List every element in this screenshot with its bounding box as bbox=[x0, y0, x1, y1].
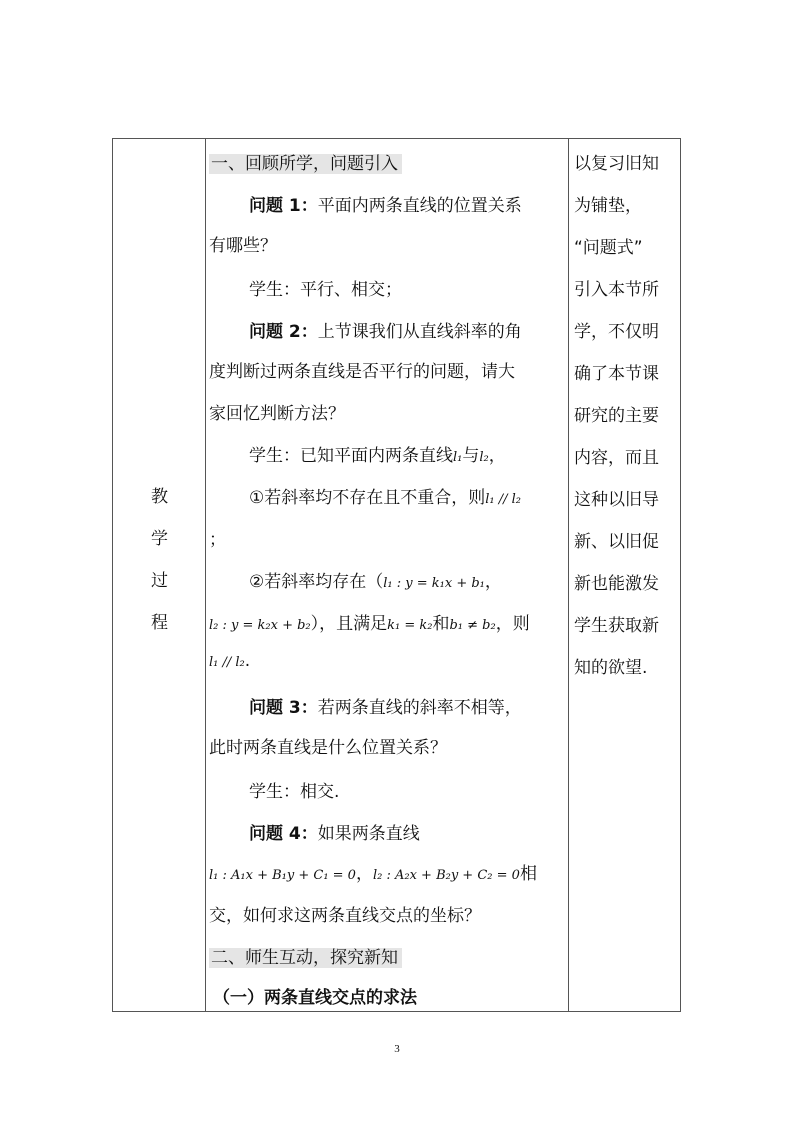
condition-2: ②若斜率均存在（l₁ : y = k₁x + b₁， bbox=[249, 572, 502, 592]
section2-heading: 二、师生互动，探究新知 bbox=[209, 943, 402, 968]
question-4: 问题 4：如果两条直线 bbox=[249, 824, 420, 844]
note-line: 引入本节所 bbox=[574, 280, 659, 300]
condition-2-end: l₁ // l₂. bbox=[209, 651, 251, 671]
stage-char: 教 bbox=[151, 487, 168, 507]
question-4-equations: l₁ : A₁x + B₁y + C₁ = 0，l₂ : A₂x + B₂y + C₂ = 0相 bbox=[209, 864, 537, 884]
question-3: 问题 3：若两条直线的斜率不相等， bbox=[249, 698, 522, 718]
note-line: 为铺垫， bbox=[574, 196, 642, 216]
stage-char: 程 bbox=[151, 613, 168, 633]
stage-column bbox=[113, 139, 206, 1011]
page-number: 3 bbox=[394, 1043, 400, 1055]
stage-char: 过 bbox=[151, 571, 168, 591]
note-line: 内容，而且 bbox=[574, 448, 659, 468]
note-line: 新、以旧促 bbox=[574, 532, 659, 552]
answer-3: 学生：相交. bbox=[249, 782, 340, 802]
note-line: 知的欲望. bbox=[574, 658, 648, 678]
subsection-heading: （一）两条直线交点的求法 bbox=[213, 988, 417, 1008]
lesson-table bbox=[112, 138, 681, 1012]
section1-heading: 一、回顾所学，问题引入 bbox=[209, 149, 402, 174]
column-divider bbox=[568, 139, 569, 1011]
condition-1-end: ； bbox=[209, 530, 226, 550]
question-1-cont: 有哪些？ bbox=[209, 236, 277, 256]
question-1: 问题 1：平面内两条直线的位置关系 bbox=[249, 196, 522, 216]
note-line: “问题式” bbox=[574, 238, 643, 258]
question-2-cont: 度判断过两条直线是否平行的问题，请大 bbox=[209, 362, 515, 382]
note-line: 确了本节课 bbox=[574, 364, 659, 384]
question-4-cont: 交，如何求这两条直线交点的坐标？ bbox=[209, 906, 481, 926]
question-3-cont: 此时两条直线是什么位置关系？ bbox=[209, 738, 447, 758]
note-line: 新也能激发 bbox=[574, 574, 659, 594]
note-line: 学生获取新 bbox=[574, 616, 659, 636]
question-2: 问题 2：上节课我们从直线斜率的角 bbox=[249, 322, 522, 342]
note-line: 研究的主要 bbox=[574, 406, 659, 426]
answer-2: 学生：已知平面内两条直线l₁与l₂， bbox=[249, 446, 506, 466]
question-2-cont: 家回忆判断方法？ bbox=[209, 404, 345, 424]
stage-char: 学 bbox=[151, 529, 168, 549]
answer-1: 学生：平行、相交； bbox=[249, 280, 402, 300]
condition-1: ①若斜率均不存在且不重合，则l₁ // l₂ bbox=[249, 488, 522, 508]
condition-2-cont: l₂ : y = k₂x + b₂），且满足k₁ = k₂和b₁ ≠ b₂，则 bbox=[209, 614, 530, 634]
note-line: 这种以旧导 bbox=[574, 490, 659, 510]
note-line: 学，不仅明 bbox=[574, 322, 659, 342]
content-column bbox=[209, 139, 563, 1011]
note-line: 以复习旧知 bbox=[574, 154, 659, 174]
notes-column bbox=[574, 139, 678, 1011]
